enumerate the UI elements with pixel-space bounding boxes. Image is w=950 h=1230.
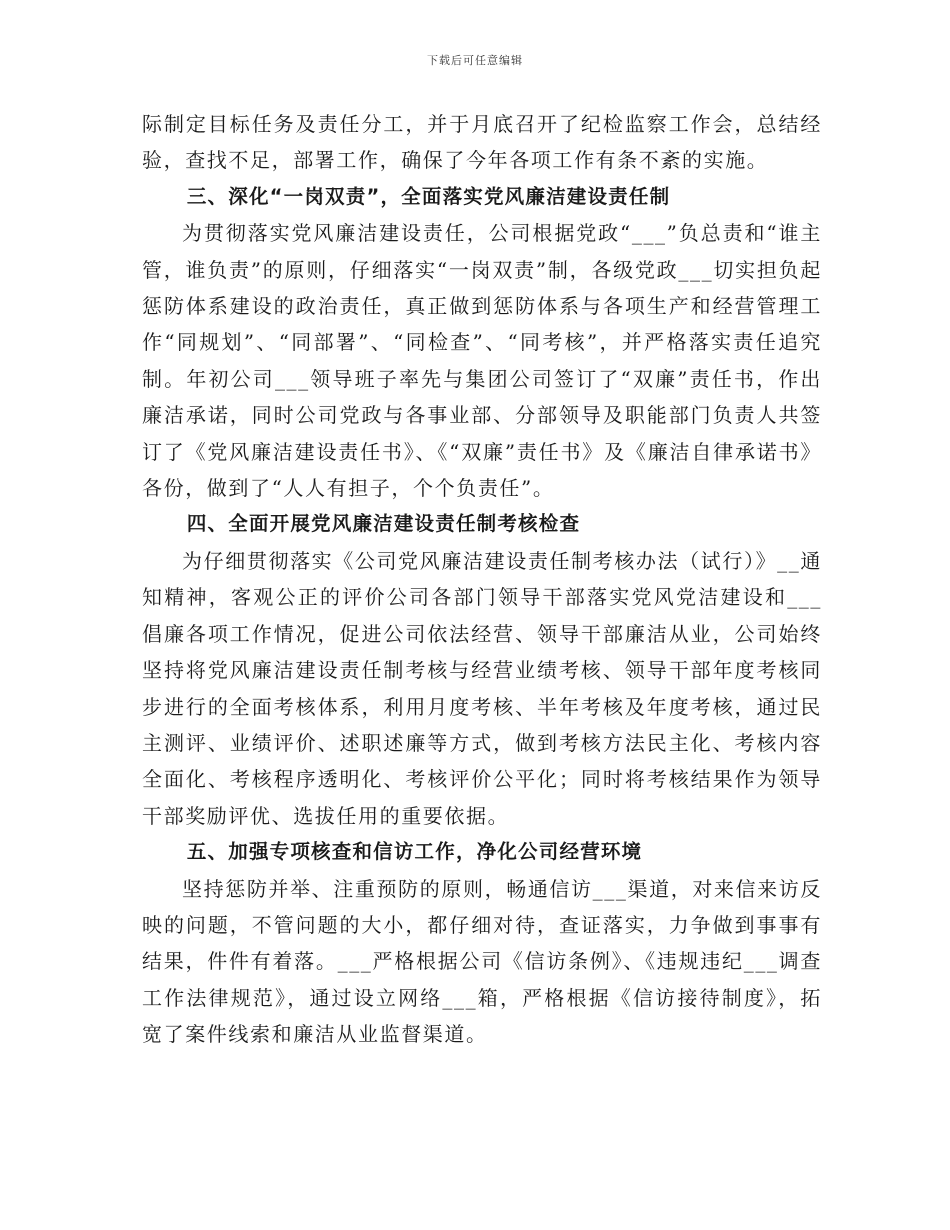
paragraph-3: 为仔细贯彻落实《公司党风廉洁建设责任制考核办法（试行）》__通知精神，客观公正的评价公司各部门领导干部落实党风党洁建设和___倡廉各项工作情况，促进公司依法经营、领导干部廉洁从业，公司始终坚持将党风廉洁建设责任制考核与经营业绩考核、领导干部年度考核同步进行的全面考核体系，利用月度考核、半年考核及年度考核，通过民主测评、业绩评价、述职述廉等方式，做到考核方法民主化、考核内容全面化、考核程序透明化、考核评价公平化；同时将考核结果作为领导干部奖励评优、选拔任用的重要依据。 bbox=[142, 548, 822, 828]
section-heading-4: 四、全面开展党风廉洁建设责任制考核检查 bbox=[186, 512, 581, 536]
section-heading-5: 五、加强专项核查和信访工作，净化公司经营环境 bbox=[186, 840, 643, 864]
section-heading-3: 三、深化“一岗双责”，全面落实党风廉洁建设责任制 bbox=[186, 184, 671, 208]
paragraph-2: 为贯彻落实党风廉洁建设责任，公司根据党政“___”负总责和“谁主管，谁负责”的原则，仔细落实“一岗双责”制，各级党政___切实担负起惩防体系建设的政治责任，真正做到惩防体系与各项生产和经营管理工作“同规划”、“同部署”、“同检查”、“同考核”，并严格落实责任追究制。年初公司___领导班子率先与集团公司签订了“双廉”责任书，作出廉洁承诺，同时公司党政与各事业部、分部领导及职能部门负责人共签订了《党风廉洁建设责任书》、《“双廉”责任书》及《廉洁自律承诺书》各份，做到了“人人有担子，个个负责任”。 bbox=[142, 221, 822, 501]
paragraph-1: 际制定目标任务及责任分工，并于月底召开了纪检监察工作会，总结经验，查找不足，部署工作，确保了今年各项工作有条不紊的实施。 bbox=[142, 112, 822, 173]
page-header: 下载后可任意编辑 bbox=[427, 54, 523, 67]
paragraph-4: 坚持惩防并举、注重预防的原则，畅通信访___渠道，对来信来访反映的问题，不管问题的大小，都仔细对待，查证落实，力争做到事事有结果，件件有着落。___严格根据公司《信访条例》、《违规违纪___调查工作法律规范》，通过设立网络___箱，严格根据《信访接待制度》，拓宽了案件线索和廉洁从业监督渠道。 bbox=[142, 876, 822, 1047]
document-body bbox=[142, 106, 822, 1053]
